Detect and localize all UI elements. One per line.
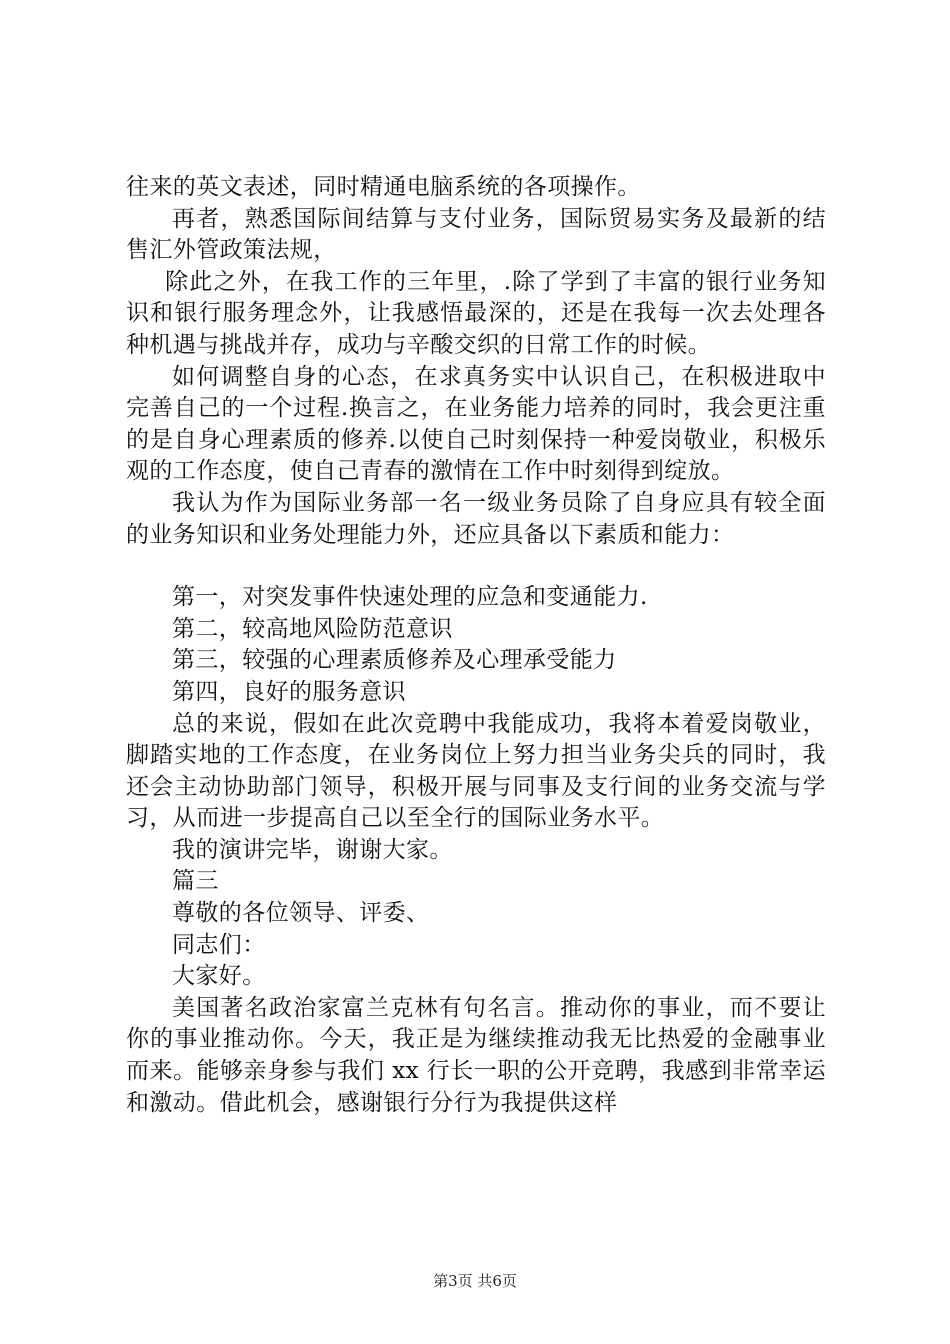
- paragraph: 往来的英文表述，同时精通电脑系统的各项操作。: [126, 174, 641, 200]
- body-text: [126, 172, 826, 1119]
- paragraph: 尊敬的各位领导、评委、: [172, 900, 430, 927]
- paragraph: 第四，良好的服务意识: [172, 678, 406, 705]
- blank-line: [126, 551, 826, 582]
- paragraph: 篇三: [172, 868, 219, 895]
- paragraph: 再者，熟悉国际间结算与支付业务，国际贸易实务及最新的结售汇外管政策法规，: [126, 205, 826, 264]
- paragraph: 如何调整自身的心态，在求真务实中认识自己，在积极进取中完善自己的一个过程.换言之，在业务能力培养的同时，我会更注重的是自身心理素质的修养.以使自己时刻保持一种爱岗敬业，积极乐观的工作态度，使自己青春的激情在工作中时刻得到绽放。: [126, 363, 826, 485]
- paragraph: 同志们：: [172, 931, 266, 958]
- paragraph: 总的来说，假如在此次竞聘中我能成功，我将本着爱岗敬业，脚踏实地的工作态度，在业务岗位上努力担当业务尖兵的同时，我还会主动协助部门领导，积极开展与同事及支行间的业务交流与学习，从而进一步提高自己以至全行的国际业务水平。: [126, 710, 826, 832]
- paragraph: 我的演讲完毕，谢谢大家。: [172, 836, 453, 863]
- paragraph: 第二，较高地风险防范意识: [172, 615, 453, 642]
- paragraph: 除此之外，在我工作的三年里，.除了学到了丰富的银行业务知识和银行服务理念外，让我感悟最深的，还是在我每一次去处理各种机遇与挑战并存，成功与辛酸交织的日常工作的时候。: [126, 268, 826, 358]
- paragraph: 我认为作为国际业务部一名一级业务员除了自身应具有较全面的业务知识和业务处理能力外，还应具备以下素质和能力：: [126, 489, 826, 548]
- paragraph: 美国著名政治家富兰克林有句名言。推动你的事业，而不要让你的事业推动你。今天，我正是为继续推动我无比热爱的金融事业而来。能够亲身参与我们 xx 行长一职的公开竞聘，我感到非常幸运和激动。借此机会，感谢银行分行为我提供这样: [126, 994, 826, 1116]
- paragraph: 第一，对突发事件快速处理的应急和变通能力.: [172, 584, 648, 611]
- page-footer: 第3页 共6页: [433, 1272, 517, 1290]
- paragraph: 第三，较强的心理素质修养及心理承受能力: [172, 647, 617, 674]
- paragraph: 大家好。: [172, 963, 266, 990]
